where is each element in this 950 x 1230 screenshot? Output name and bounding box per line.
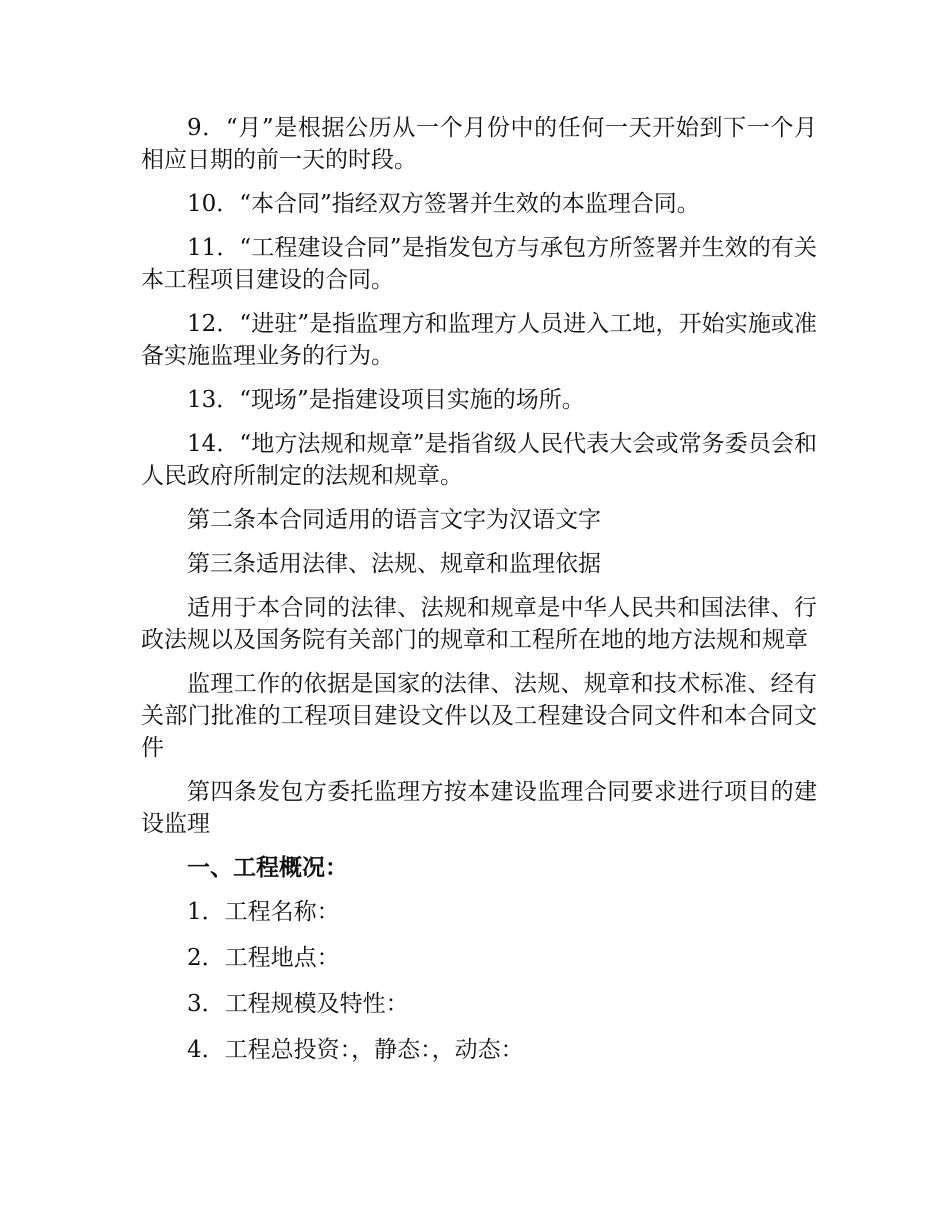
list-item-project-name: 1．工程名称： <box>187 899 340 925</box>
definition-12: 12．“进驻”是指监理方和监理方人员进入工地，开始实施或准备实施监理业务的行为。 <box>141 311 817 369</box>
definition-14: 14．“地方法规和规章”是指省级人民代表大会或常务委员会和人民政府所制定的法规和规章。 <box>141 431 817 489</box>
article-2: 第二条本合同适用的语言文字为汉语文字 <box>187 507 601 533</box>
document-body <box>141 112 817 1080</box>
list-item-project-scale: 3．工程规模及特性： <box>187 991 409 1017</box>
definition-11: 11．“工程建设合同”是指发包方与承包方所签署并生效的有关本工程项目建设的合同。 <box>141 235 817 293</box>
applicable-laws-paragraph: 适用于本合同的法律、法规和规章是中华人民共和国法律、行政法规以及国务院有关部门的规章和工程所在地的地方法规和规章 <box>141 595 817 653</box>
definition-9: 9．“月”是根据公历从一个月份中的任何一天开始到下一个月相应日期的前一天的时段。 <box>141 115 817 173</box>
definition-13: 13．“现场”是指建设项目实施的场所。 <box>187 387 585 413</box>
supervision-basis-paragraph: 监理工作的依据是国家的法律、法规、规章和技术标准、经有关部门批准的工程项目建设文件以及工程建设合同文件和本合同文件 <box>141 671 817 761</box>
list-item-total-investment: 4．工程总投资：，静态：，动态： <box>187 1037 524 1063</box>
list-item-project-location: 2．工程地点： <box>187 945 340 971</box>
section-heading-project-overview: 一、工程概况： <box>187 854 348 881</box>
article-3: 第三条适用法律、法规、规章和监理依据 <box>187 551 601 577</box>
article-4: 第四条发包方委托监理方按本建设监理合同要求进行项目的建设监理 <box>141 779 817 837</box>
definition-10: 10．“本合同”指经双方签署并生效的本监理合同。 <box>187 191 700 217</box>
